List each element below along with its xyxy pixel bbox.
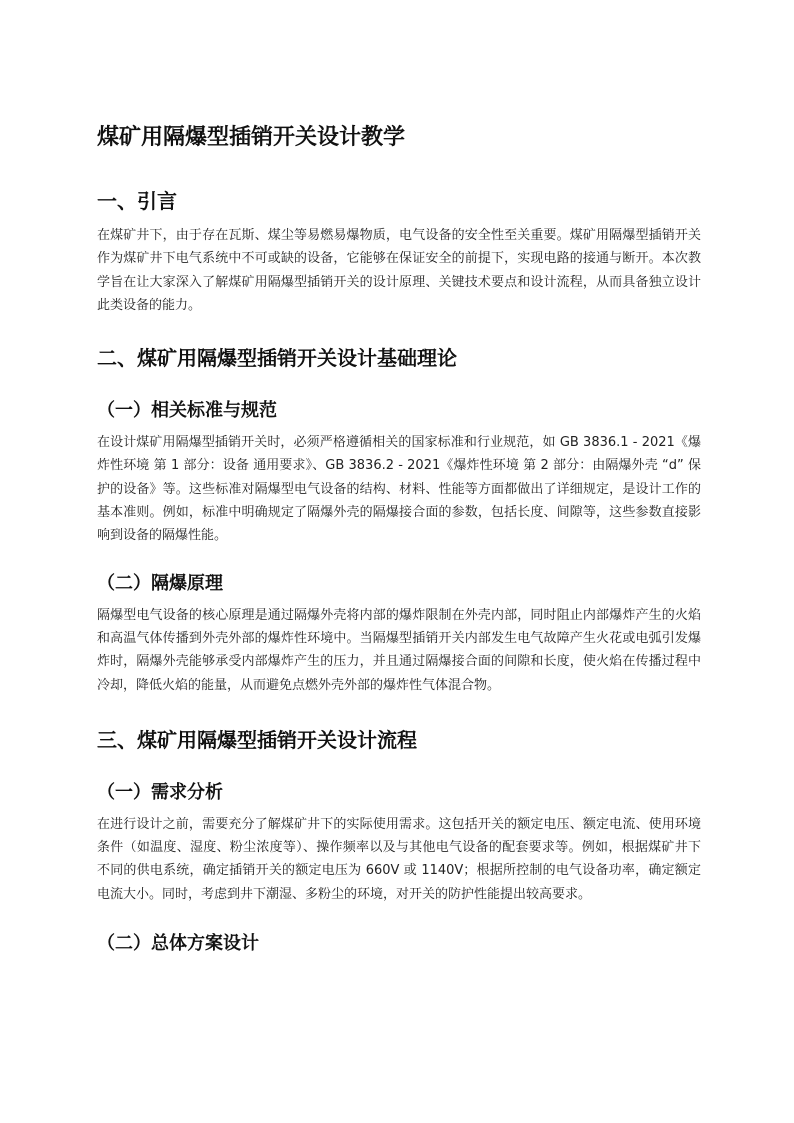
document-title: 煤矿用隔爆型插销开关设计教学 [97, 125, 406, 150]
section-intro-heading: 一、引言 [97, 189, 177, 213]
subsection-standards-heading: （一）相关标准与规范 [97, 400, 277, 422]
subsection-principle-heading: （二）隔爆原理 [97, 572, 223, 594]
subsection-requirements-heading: （一）需求分析 [97, 781, 223, 803]
section-theory-heading: 二、煤矿用隔爆型插销开关设计基础理论 [97, 346, 457, 371]
principle-paragraph: 隔爆型电气设备的核心原理是通过隔爆外壳将内部的爆炸限制在外壳内部，同时阻止内部爆炸产生的火焰和高温气体传播到外壳外部的爆炸性环境中。当隔爆型插销开关内部发生电气故障产生火花或电弧引发爆炸时，隔爆外壳能够承受内部爆炸产生的压力，并且通过隔爆接合面的间隙和长度，使火焰在传播过程中冷却，降低火焰的能量，从而避免点燃外壳外部的爆炸性气体混合物。 [97, 607, 701, 693]
requirements-paragraph: 在进行设计之前，需要充分了解煤矿井下的实际使用需求。这包括开关的额定电压、额定电流、使用环境条件（如温度、湿度、粉尘浓度等）、操作频率以及与其他电气设备的配套要求等。例如，根据煤矿井下不同的供电系统，确定插销开关的额定电压为 660V 或 1140V；根据所控制的电气设备功率，确定额定电流大小。同时，考虑到井下潮湿、多粉尘的环境，对开关的防护性能提出较高要求。 [97, 816, 701, 902]
document-page [97, 118, 701, 960]
intro-paragraph: 在煤矿井下，由于存在瓦斯、煤尘等易燃易爆物质，电气设备的安全性至关重要。煤矿用隔爆型插销开关作为煤矿井下电气系统中不可或缺的设备，它能够在保证安全的前提下，实现电路的接通与断开。本次教学旨在让大家深入了解煤矿用隔爆型插销开关的设计原理、关键技术要点和设计流程，从而具备独立设计此类设备的能力。 [97, 228, 701, 313]
section-process-heading: 三、煤矿用隔爆型插销开关设计流程 [97, 727, 417, 752]
subsection-overall-heading: （二）总体方案设计 [97, 933, 259, 955]
standards-paragraph: 在设计煤矿用隔爆型插销开关时，必须严格遵循相关的国家标准和行业规范，如 GB 3836.1 - 2021《爆炸性环境 第 1 部分：设备 通用要求》、GB 3836.2 - 2021《爆炸性环境 第 2 部分：由隔爆外壳 “d” 保护的设备》等。这些标准对隔爆型电气设备的结构、材料、性能等方面都做出了详细规定，是设计工作的基本准则。例如，标准中明确规定了隔爆外壳的隔爆接合面的参数，包括长度、间隙等，这些参数直接影响到设备的隔爆性能。 [97, 435, 701, 544]
